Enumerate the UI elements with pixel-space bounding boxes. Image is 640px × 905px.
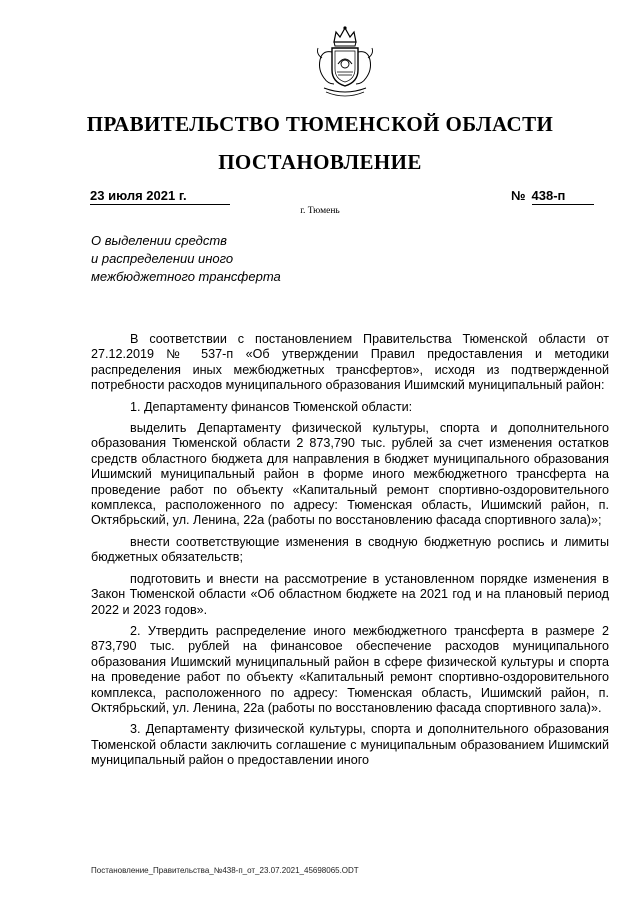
document-body: [91, 332, 609, 775]
subject-line: О выделении средств: [91, 233, 227, 248]
document-date: 23 июля 2021 г.: [90, 188, 230, 205]
document-subject: [91, 232, 391, 286]
document-number-field: [511, 188, 594, 205]
body-paragraph: подготовить и внести на рассмотрение в установленном порядке изменения в Закон Тюменской области «Об областном бюджете на 2021 год и на плановый период 2022 и 2023 годов».: [91, 571, 609, 617]
body-paragraph: выделить Департаменту физической культуры, спорта и дополнительного образования Тюменской области 2 873,790 тыс. рублей за счет изменения остатков средств областного бюджета для направления в бюджет муниципального образования Ишимский муниципальный район в форме иного межбюджетного трансферта на проведение работ по объекту «Капитальный ремонт спортивно-оздоровительного комплекса, расположенного по адресу: Тюменская область, Ишимский район, п. Октябрьский, ул. Ленина, 22а (работы по восстановлению фасада спортивного зала)»;: [91, 421, 609, 528]
subject-line: и распределении иного: [91, 251, 234, 266]
body-paragraph: В соответствии с постановлением Правительства Тюменской области от 27.12.2019 № 537-п «Об утверждении Правил предоставления и методики распределения иных межбюджетных трансфертов», исходя из подтвержденной потребности расходов муниципального образования Ишимский муниципальный район:: [91, 332, 609, 393]
body-paragraph: 2. Утвердить распределение иного межбюджетного трансферта в размере 2 873,790 тыс. рублей на финансовое обеспечение расходов муниципального образования Ишимский муниципальный район в сфере физической культуры и спорта на проведение работ по объекту «Капитальный ремонт спортивно-оздоровительного комплекса, расположенного по адресу: Тюменская область, Ишимский район, п. Октябрьский, ул. Ленина, 22а (работы по восстановлению фасада спортивного зала)».: [91, 623, 609, 715]
body-paragraph: 1. Департаменту финансов Тюменской области:: [130, 399, 413, 414]
document-type: ПОСТАНОВЛЕНИЕ: [218, 150, 422, 174]
number-sign: №: [511, 188, 526, 203]
organization-name: ПРАВИТЕЛЬСТВО ТЮМЕНСКОЙ ОБЛАСТИ: [86, 112, 554, 136]
body-paragraph: 3. Департаменту физической культуры, спорта и дополнительного образования Тюменской области заключить соглашение с муниципальным образованием Ишимский муниципальный район о предоставлении иного: [91, 722, 609, 768]
subject-line: межбюджетного трансферта: [91, 269, 281, 284]
document-number: 438-п: [532, 188, 594, 205]
footer-file-name: Постановление_Правительства_№438-п_от_23.07.2021_45698065.ODT: [91, 866, 359, 875]
coat-of-arms-icon: [312, 24, 378, 102]
body-paragraph: внести соответствующие изменения в сводную бюджетную роспись и лимиты бюджетных обязательств;: [91, 534, 609, 565]
city-label: г. Тюмень: [300, 206, 340, 216]
